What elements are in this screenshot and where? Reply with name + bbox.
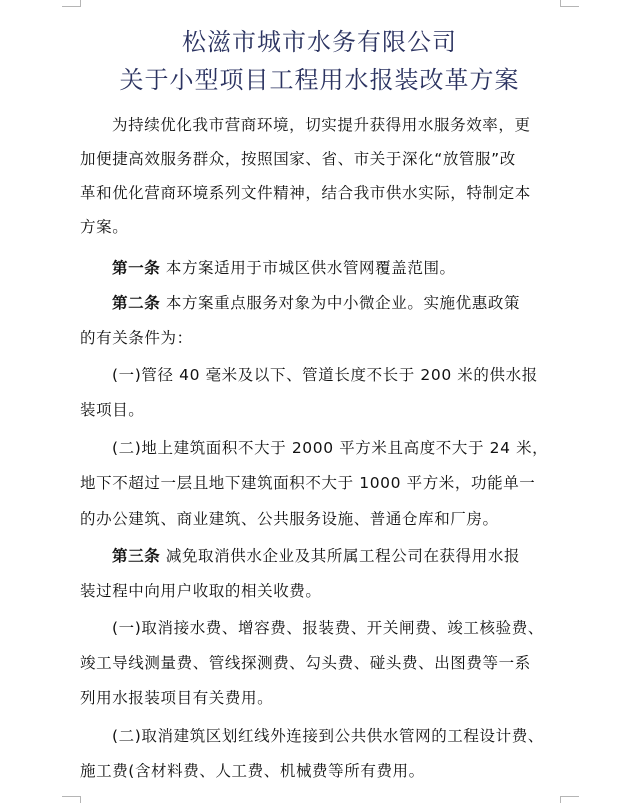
document-title-subject: 关于小型项目工程用水报装改革方案	[119, 66, 520, 94]
article-2-label: 第二条	[112, 294, 161, 312]
article-2-item-2-cont: 的办公建筑、商业建筑、公共服务设施、普通仓库和厂房。	[80, 510, 499, 528]
article-2-item-2: (二)地上建筑面积不大于 2000 平方米且高度不大于 24 米，	[112, 439, 549, 457]
article-3	[112, 545, 520, 567]
article-2-text-cont: 的有关条件为：	[80, 329, 193, 347]
article-3-item-1-cont: 列用水报装项目有关费用。	[80, 689, 274, 707]
article-3-item-1: (一)取消接水费、增容费、报装费、开关闸费、竣工核验费、	[112, 619, 544, 637]
intro-line: 革和优化营商环境系列文件精神，结合我市供水实际，特制定本	[80, 184, 531, 202]
article-1	[112, 257, 456, 279]
article-3-text-cont: 装过程中向用户收取的相关收费。	[80, 582, 322, 600]
article-1-label: 第一条	[112, 259, 161, 277]
article-3-item-1-cont: 竣工导线测量费、管线探测费、勾头费、碰头费、出图费等一系	[80, 654, 531, 672]
article-2	[112, 292, 520, 314]
intro-line: 加便捷高效服务群众，按照国家、省、市关于深化“放管服”改	[80, 150, 516, 168]
article-3-item-2: (二)取消建筑区划红线外连接到公共供水管网的工程设计费、	[112, 727, 544, 745]
intro-line: 为持续优化我市营商环境，切实提升获得用水服务效率，更	[112, 116, 531, 134]
article-2-item-1-cont: 装项目。	[80, 401, 145, 419]
article-3-item-2-cont: 施工费(含材料费、人工费、机械费等所有费用。	[80, 762, 425, 780]
article-3-text: 减免取消供水企业及其所属工程公司在获得用水报	[165, 547, 521, 565]
crop-mark-top-left	[62, 0, 81, 7]
crop-mark-top-right	[560, 0, 579, 7]
intro-line: 方案。	[80, 218, 129, 236]
article-3-label: 第三条	[112, 547, 161, 565]
article-2-item-1: (一)管径 40 毫米及以下、管道长度不长于 200 米的供水报	[112, 366, 538, 384]
article-1-text: 本方案适用于市城区供水管网覆盖范围。	[165, 259, 456, 277]
article-2-text: 本方案重点服务对象为中小微企业。实施优惠政策	[165, 294, 521, 312]
document-title-org: 松滋市城市水务有限公司	[182, 28, 457, 56]
article-2-item-2-cont: 地下不超过一层且地下建筑面积不大于 1000 平方米，功能单一	[80, 474, 536, 492]
